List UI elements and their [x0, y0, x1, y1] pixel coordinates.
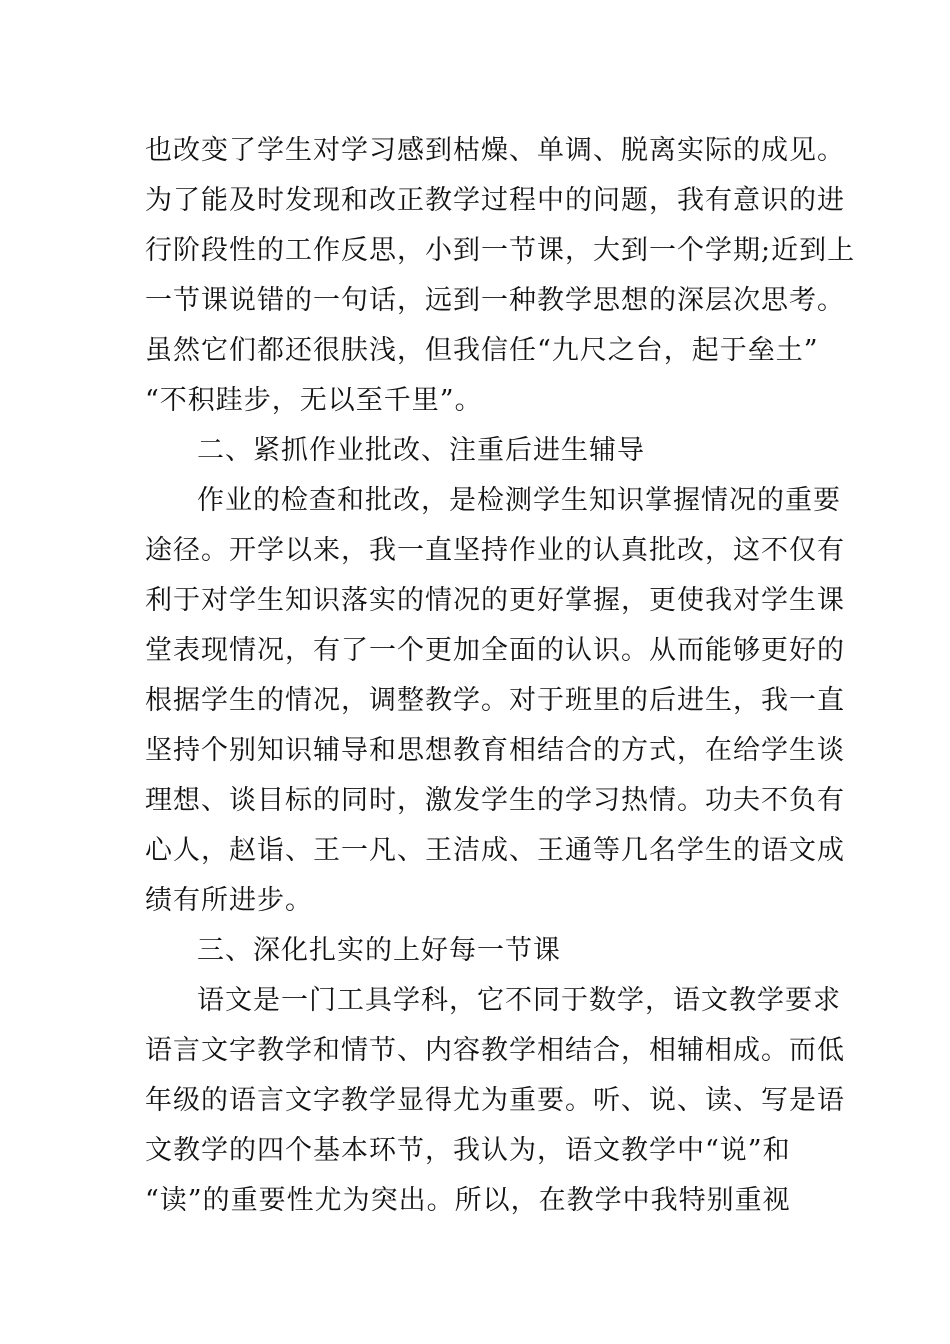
text-line: 根据学生的情况，调整教学。对于班里的后进生，我一直: [145, 685, 845, 716]
text-line: 一节课说错的一句话，远到一种教学思想的深层次思考。: [145, 285, 845, 316]
text-line: 途径。开学以来，我一直坚持作业的认真批改，这不仅有: [145, 535, 845, 566]
text-line: 也改变了学生对学习感到枯燥、单调、脱离实际的成见。: [145, 135, 845, 166]
document-body: [145, 126, 856, 1226]
text-line: 堂表现情况，有了一个更加全面的认识。从而能够更好的: [145, 635, 845, 666]
text-line: “不积跬步，无以至千里”。: [145, 385, 483, 416]
section-heading: 二、紧抓作业批改、注重后进生辅导: [197, 435, 645, 466]
text-line: 语文是一门工具学科，它不同于数学，语文教学要求: [197, 985, 841, 1016]
text-line: 虽然它们都还很肤浅，但我信任“九尺之台，起于垒土”: [145, 335, 819, 366]
text-line: 利于对学生知识落实的情况的更好掌握，更使我对学生课: [145, 585, 845, 616]
text-line: 绩有所进步。: [145, 885, 313, 916]
text-line: 为了能及时发现和改正教学过程中的问题，我有意识的进: [145, 185, 845, 216]
text-line: 心人，赵诣、王一凡、王洁成、王通等几名学生的语文成: [145, 835, 845, 866]
text-line: “读”的重要性尤为突出。所以，在教学中我特别重视: [145, 1185, 791, 1216]
section-heading: 三、深化扎实的上好每一节课: [197, 935, 561, 966]
text-line: 理想、谈目标的同时，激发学生的学习热情。功夫不负有: [145, 785, 845, 816]
text-line: 坚持个别知识辅导和思想教育相结合的方式，在给学生谈: [145, 735, 845, 766]
text-line: 年级的语言文字教学显得尤为重要。听、说、读、写是语: [145, 1085, 845, 1116]
text-line: 语言文字教学和情节、内容教学相结合，相辅相成。而低: [145, 1035, 845, 1066]
text-line: 行阶段性的工作反思，小到一节课，大到一个学期;近到上: [145, 235, 856, 266]
text-line: 文教学的四个基本环节，我认为，语文教学中“说”和: [145, 1135, 791, 1166]
text-line: 作业的检查和批改，是检测学生知识掌握情况的重要: [197, 485, 841, 516]
